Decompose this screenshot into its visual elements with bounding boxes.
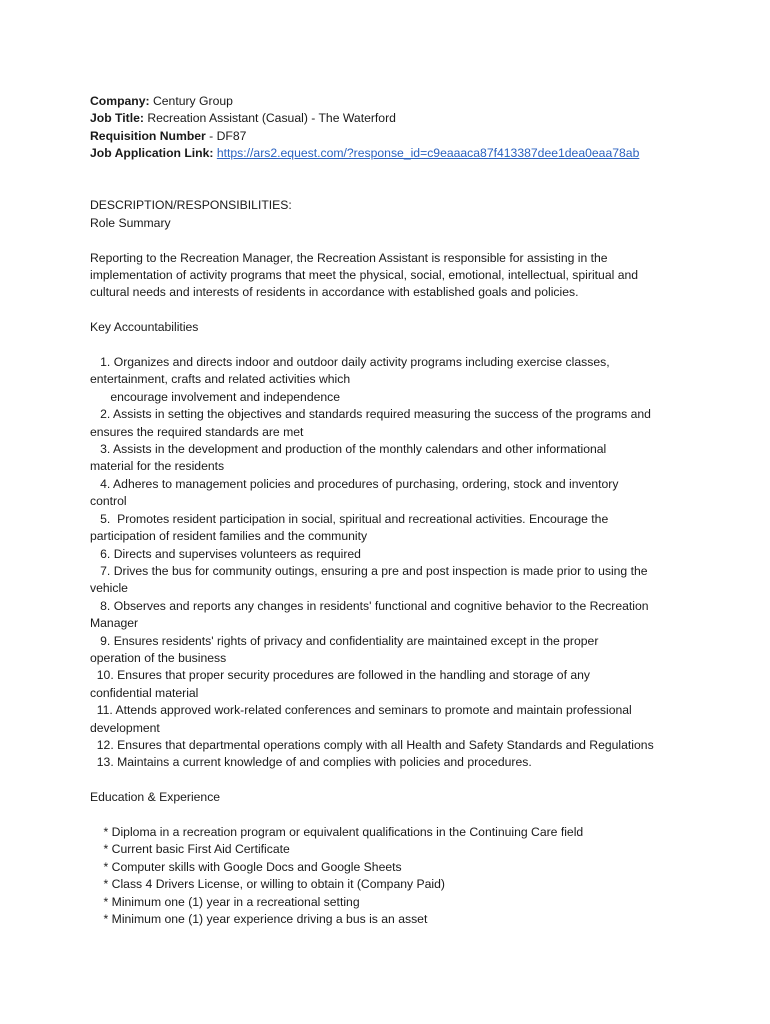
accountability-line: operation of the business [90,650,227,665]
requisition-value: - DF87 [205,128,247,143]
accountability-line: 9. Ensures residents' rights of privacy and confidentiality are maintained except in the proper [90,633,599,648]
accountability-line: 8. Observes and reports any changes in residents' functional and cognitive behavior to the Recreation [90,598,649,613]
accountability-line: 1. Organizes and directs indoor and outdoor daily activity programs including exercise classes, [90,355,610,370]
job-title-line [90,110,690,127]
role-summary-line: implementation of activity programs that meet the physical, social, emotional, intellectual, spiritual and [90,268,639,283]
accountability-line: 11. Attends approved work-related conferences and seminars to promote and maintain professional [90,703,632,718]
education-heading: Education & Experience [90,790,221,805]
requisition-line [90,128,690,145]
document-page [90,93,690,928]
accountability-line: 13. Maintains a current knowledge of and complies with policies and procedures. [90,755,532,770]
accountability-line: control [90,494,127,509]
education-item: * Minimum one (1) year experience driving a bus is an asset [90,912,428,926]
company-value: Century Group [149,94,233,108]
accountability-line: ensures the required standards are met [90,424,304,439]
description-heading: DESCRIPTION/RESPONSIBILITIES: [90,198,292,213]
accountability-line: confidential material [90,685,199,700]
role-summary-line: cultural needs and interests of residents in accordance with established goals and policies. [90,285,579,300]
accountability-line: 12. Ensures that departmental operations comply with all Health and Safety Standards and Regulations [90,737,654,752]
accountability-line: 6. Directs and supervises volunteers as required [90,546,361,561]
requisition-label: Requisition Number [90,128,206,143]
education-item: * Diploma in a recreation program or equivalent qualifications in the Continuing Care field [90,824,584,839]
education-item: * Minimum one (1) year in a recreational setting [90,894,360,909]
accountability-line: Manager [90,616,139,631]
job-title-label: Job Title: [90,111,144,126]
accountability-line: development [90,720,160,735]
accountability-line: 10. Ensures that proper security procedures are followed in the handling and storage of any [90,668,590,683]
accountability-line: 2. Assists in setting the objectives and standards required measuring the success of the programs and [90,407,651,422]
accountability-line: 5. Promotes resident participation in social, spiritual and recreational activities. Encourage the [90,511,609,526]
accountability-line: 7. Drives the bus for community outings, ensuring a pre and post inspection is made prior to using the [90,563,648,578]
accountability-line: participation of resident families and the community [90,529,368,544]
accountability-line: encourage involvement and independence [90,389,341,404]
accountability-line: 3. Assists in the development and production of the monthly calendars and other informational [90,442,607,457]
job-title-value: Recreation Assistant (Casual) - The Waterford [143,111,396,126]
application-link[interactable]: https://ars2.equest.com/?response_id=c9eaaaca87f413387dee1dea0eaa78ab [216,146,640,161]
education-item: * Class 4 Drivers License, or willing to obtain it (Company Paid) [90,877,445,892]
accountability-line: vehicle [90,581,128,596]
company-line [90,93,690,110]
company-label: Company: [90,94,150,108]
accountability-line: entertainment, crafts and related activities which [90,372,351,387]
accountability-line: 4. Adheres to management policies and procedures of purchasing, ordering, stock and inventory [90,476,619,491]
role-summary-line: Reporting to the Recreation Manager, the Recreation Assistant is responsible for assisting in the [90,250,608,265]
education-item: * Current basic First Aid Certificate [90,842,290,857]
key-accountabilities-heading: Key Accountabilities [90,320,199,335]
education-item: * Computer skills with Google Docs and Google Sheets [90,859,402,874]
role-summary-heading: Role Summary [90,215,171,230]
accountability-line: material for the residents [90,459,225,474]
application-link-line [90,145,690,162]
application-link-label: Job Application Link: [90,146,214,161]
